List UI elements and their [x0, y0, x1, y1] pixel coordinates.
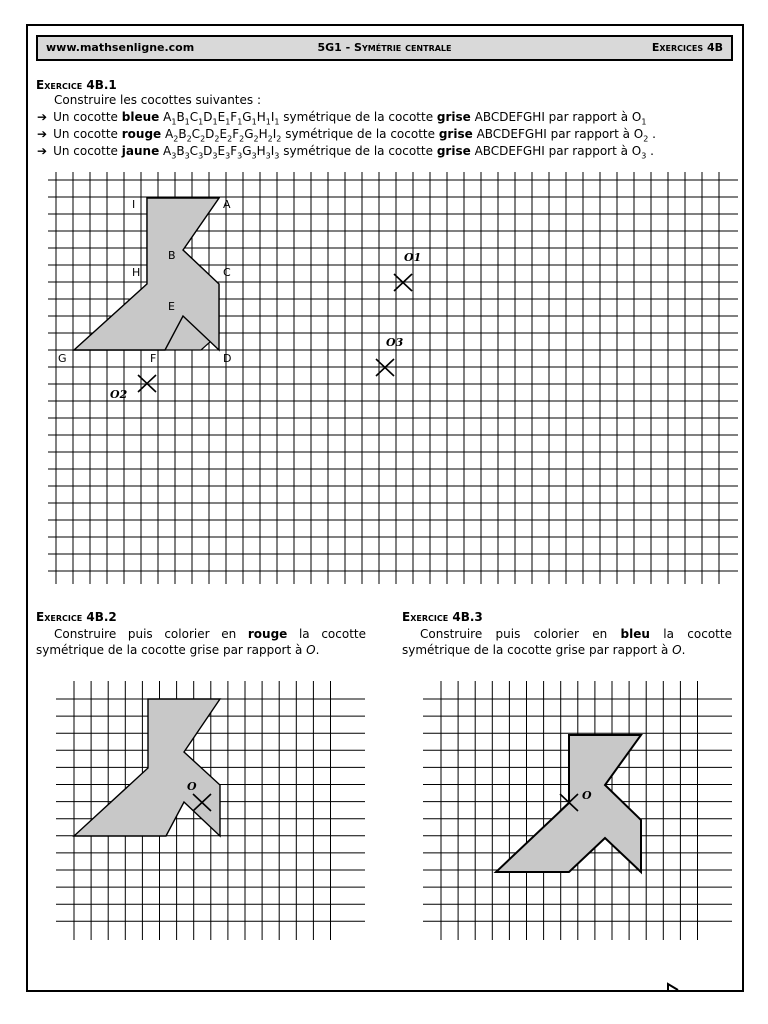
point-h-label: H: [132, 266, 141, 279]
center-o3-label: O3: [386, 336, 404, 349]
ex1-title: Exercice 4B.1: [36, 78, 117, 92]
arrow-right-icon: ➔: [37, 144, 48, 158]
center-o-label-ex2: O: [187, 780, 197, 793]
section-title: Exercices 4B: [651, 41, 723, 54]
point-a-label: A: [223, 198, 231, 211]
ex2-instructions: Construire puis colorier en rouge la cocotte symétrique de la cocotte grise par rapport à O.: [36, 627, 366, 657]
center-o-label-ex3: O: [582, 789, 592, 802]
point-i-label: I: [132, 198, 136, 211]
cocotte-grise-ex1-fix: [74, 198, 219, 350]
chapter-title: 5G1 - Symétrie centrale: [317, 41, 452, 54]
point-c-label: C: [223, 266, 231, 279]
shape-name: $A_3B_3C_3D_3E_3F_3G_3H_3I_3$: [163, 144, 280, 161]
center-o1-label: O1: [404, 251, 422, 264]
ex1-item-3: ➔ Un cocotte jaune $A_3B_3C_3D_3E_3F_3G_3H_3I_3$ symétrique de la cocotte grise ABCDEFGHI par rapport à $O_3$ .: [37, 144, 654, 161]
ex2-title: Exercice 4B.2: [36, 610, 117, 624]
ex3-instructions: Construire puis colorier en bleu la cocotte symétrique de la cocotte grise par rapport à O.: [402, 627, 732, 657]
point-f-label: F: [150, 352, 157, 365]
point-b-label: B: [168, 249, 176, 262]
ex1-item-2: ➔ Un cocotte rouge $A_2B_2C_2D_2E_2F_2G_2H_2I_2$ symétrique de la cocotte grise ABCDEFGHI par rapport à $O_2$ .: [37, 127, 656, 144]
point-g-label: G: [58, 352, 67, 365]
arrow-right-icon: ➔: [37, 127, 48, 141]
shape-name: $A_2B_2C_2D_2E_2F_2G_2H_2I_2$: [165, 127, 282, 144]
ex1-intro: Construire les cocottes suivantes :: [54, 93, 261, 107]
arrow-right-icon: ➔: [37, 110, 48, 124]
center-o2-label: O2: [110, 388, 128, 401]
point-e-label: E: [168, 300, 175, 313]
ex3-title: Exercice 4B.3: [402, 610, 483, 624]
shape-name: $A_1B_1C_1D_1E_1F_1G_1H_1I_1$: [163, 110, 280, 127]
frame-notch: [668, 984, 678, 990]
point-d-label: D: [223, 352, 232, 365]
site-url[interactable]: www.mathsenligne.com: [46, 41, 195, 54]
ex1-item-1: ➔ Un cocotte bleue $A_1B_1C_1D_1E_1F_1G_1H_1I_1$ symétrique de la cocotte grise ABCDEFGHI par rapport à $O_1$: [37, 110, 647, 127]
